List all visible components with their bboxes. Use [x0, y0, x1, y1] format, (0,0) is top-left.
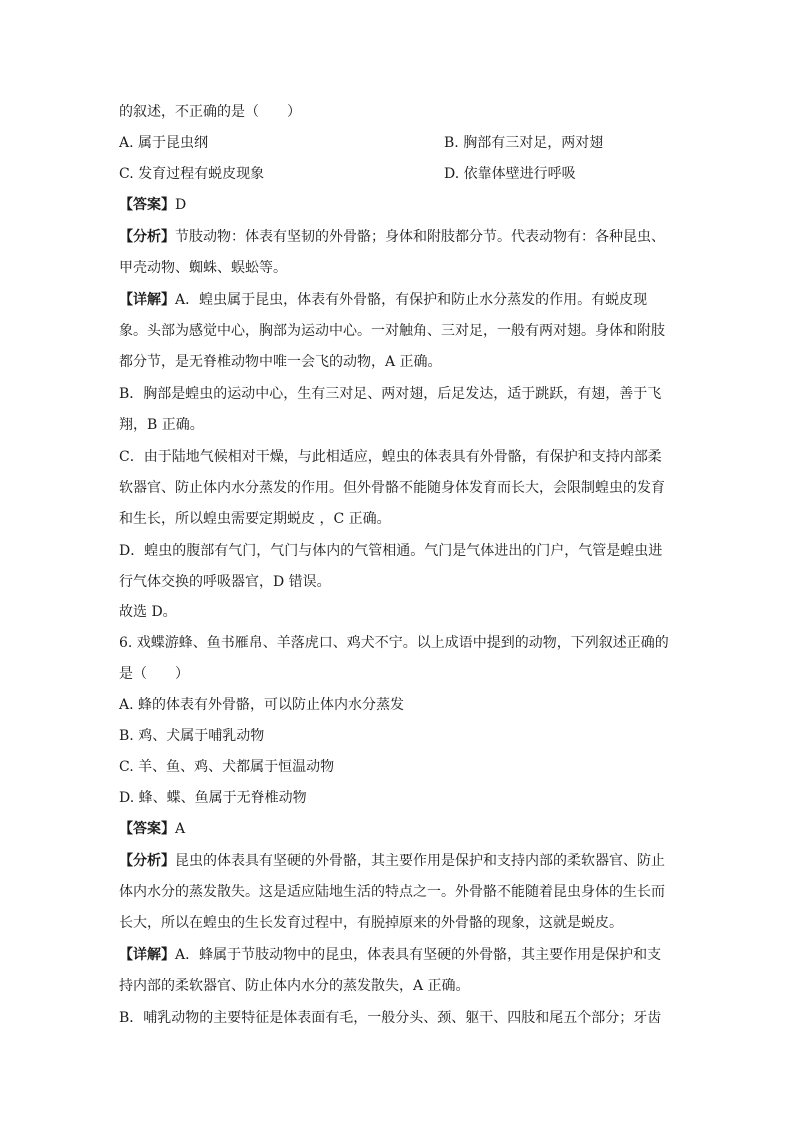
option-c: C. 发育过程有蜕皮现象	[119, 166, 265, 182]
detail-text: D．蝗虫的腹部有气门，气门与体内的气管相通。气门是气体进出的门户，气管是蝗虫进	[119, 543, 663, 559]
detail-text: A．蜂属于节肢动物中的昆虫，体表具有坚硬的外骨骼，其主要作用是保护和支	[175, 947, 662, 963]
detail-text: 软器官、防止体内水分蒸发的作用。但外骨骼不能随身体发育而长大，会限制蝗虫的发育	[119, 480, 665, 496]
answer-tag: 【答案】	[119, 821, 175, 837]
answer-line	[119, 819, 185, 839]
analysis-line	[119, 227, 665, 247]
answer-value: A	[175, 821, 186, 837]
question-stem: 是（ ）	[119, 666, 189, 682]
option-d: D. 依靠体壁进行呼吸	[444, 166, 576, 182]
detail-text: A．蝗虫属于昆虫，体表有外骨骼，有保护和防止水分蒸发的作用。有蜕皮现	[175, 292, 648, 308]
question-stem: 的叙述，不正确的是（ ）	[119, 104, 301, 120]
option-b: B. 胸部有三对足，两对翅	[444, 135, 604, 151]
option-d: D. 蜂、蝶、鱼属于无脊椎动物	[119, 790, 307, 806]
detail-text: 持内部的柔软器官、防止体内水分的蒸发散失，A 正确。	[119, 978, 470, 994]
option-c: C. 羊、鱼、鸡、犬都属于恒温动物	[119, 759, 335, 775]
answer-tag: 【答案】	[119, 197, 175, 213]
analysis-text: 昆虫的体表具有坚硬的外骨骼，其主要作用是保护和支持内部的柔软器官、防止	[175, 853, 665, 869]
detail-text: 和生长，所以蝗虫需要定期蜕皮 ，C 正确。	[119, 511, 391, 527]
detail-tag: 【详解】	[119, 292, 175, 308]
detail-line	[119, 290, 647, 310]
option-a: A. 蜂的体表有外骨骼，可以防止体内水分蒸发	[119, 697, 405, 713]
analysis-tag: 【分析】	[119, 229, 175, 245]
detail-tag: 【详解】	[119, 947, 175, 963]
option-a: A. 属于昆虫纲	[119, 135, 209, 151]
detail-text: 翔，B 正确。	[119, 417, 204, 433]
option-b: B. 鸡、犬属于哺乳动物	[119, 728, 265, 744]
analysis-text: 节肢动物：体表有坚韧的外骨骼；身体和附肢都分节。代表动物有：各种昆虫、	[175, 229, 665, 245]
detail-text: 象。头部为感觉中心，胸部为运动中心。一对触角、三对足，一般有两对翅。身体和附肢	[119, 323, 665, 339]
analysis-line	[119, 851, 665, 871]
detail-text: B．胸部是蝗虫的运动中心，生有三对足、两对翅，后足发达，适于跳跃，有翅，善于飞	[119, 386, 662, 402]
analysis-text: 体内水分的蒸发散失。这是适应陆地生活的特点之一。外骨骼不能随着昆虫身体的生长而	[119, 884, 665, 900]
detail-text: B．哺乳动物的主要特征是体表面有毛，一般分头、颈、躯干、四肢和尾五个部分；牙齿	[119, 1010, 662, 1026]
analysis-tag: 【分析】	[119, 853, 175, 869]
detail-line	[119, 945, 661, 965]
conclusion-text: 故选 D。	[119, 604, 177, 620]
detail-text: 都分节，是无脊椎动物中唯一会飞的动物，A 正确。	[119, 354, 442, 370]
analysis-text: 甲壳动物、蜘蛛、蜈蚣等。	[119, 260, 287, 276]
analysis-text: 长大，所以在蝗虫的生长发育过程中，有脱掉原来的外骨骼的现象，这就是蜕皮。	[119, 915, 623, 931]
question-stem: 6. 戏蝶游蜂、鱼书雁帛、羊落虎口、鸡犬不宁。以上成语中提到的动物，下列叙述正确的	[119, 635, 669, 651]
detail-text: C．由于陆地气候相对干燥，与此相适应，蝗虫的体表具有外骨骼，有保护和支持内部柔	[119, 449, 662, 465]
answer-value: D	[175, 197, 187, 213]
detail-text: 行气体交换的呼吸器官，D 错误。	[119, 574, 331, 590]
answer-line	[119, 195, 186, 215]
